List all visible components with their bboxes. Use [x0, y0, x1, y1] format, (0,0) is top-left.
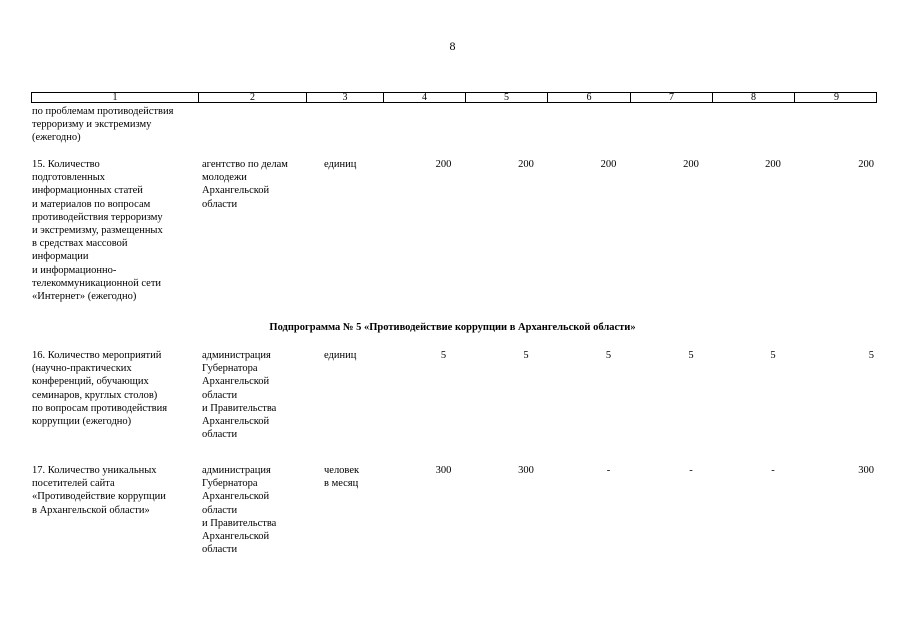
text-line: области	[202, 198, 238, 210]
text-line: в месяц	[324, 478, 359, 490]
header-cell: 5	[465, 93, 547, 102]
value-cell: -	[689, 465, 693, 476]
text-line: семинаров, круглых столов)	[32, 389, 158, 401]
indicator-cell	[32, 349, 198, 441]
header-cell: 8	[712, 93, 794, 102]
value-cell: 200	[518, 159, 534, 170]
text-line: телекоммуникационной сети	[32, 277, 162, 289]
text-line: противодействия терроризму	[32, 211, 163, 223]
text-line: информационных статей	[32, 185, 143, 197]
text-line: Архангельской	[202, 416, 270, 428]
text-line: Архангельской	[202, 185, 270, 197]
text-line: и информационно-	[32, 264, 117, 276]
header-cell: 6	[547, 93, 630, 102]
unit-cell	[320, 464, 402, 556]
page-number: 8	[449, 39, 456, 53]
value-cell: 200	[765, 159, 781, 170]
text-line: информации	[32, 251, 89, 263]
value-cell: 200	[600, 159, 617, 170]
text-line: Архангельской	[202, 491, 270, 503]
value-cell: 5	[605, 350, 612, 361]
text-line: человек	[324, 465, 360, 476]
value-cell: 5	[523, 350, 529, 361]
text-line: коррупции (ежегодно)	[32, 416, 132, 428]
indicator-cell	[32, 158, 198, 303]
header-cell: 1	[112, 92, 118, 103]
value-cell: -	[606, 465, 611, 476]
header-cell: 3	[306, 93, 383, 102]
continued-indicator-text	[32, 105, 200, 145]
text-line: и материалов по вопросам	[32, 198, 151, 210]
subprogram-heading: Подпрограмма № 5 «Противодействие коррупции в Архангельской области»	[269, 322, 636, 333]
header-cell: 9	[794, 93, 878, 102]
text-line: 16. Количество мероприятий	[32, 350, 162, 361]
text-line: области	[202, 504, 238, 516]
text-line: администрация	[202, 350, 271, 361]
text-line: в средствах массовой	[32, 238, 128, 250]
text-line: подготовленных	[32, 172, 106, 184]
value-cell: 5	[440, 350, 447, 361]
value-cell: 200	[435, 159, 452, 170]
text-line: «Противодействие коррупции	[32, 491, 166, 503]
text-line: (научно-практических	[32, 363, 132, 375]
value-cell: -	[771, 465, 775, 476]
value-cell: 5	[868, 350, 874, 361]
text-line: молодежи	[202, 172, 247, 184]
text-line: агентство по делам	[202, 159, 288, 170]
indicator-cell	[32, 464, 198, 556]
value-cell: 200	[858, 159, 874, 170]
text-line: в Архангельской области»	[32, 504, 150, 516]
header-cell: 2	[198, 93, 306, 102]
text-line: «Интернет» (ежегодно)	[32, 291, 137, 303]
text-line: Архангельской	[202, 376, 270, 388]
text-line: (ежегодно)	[32, 132, 81, 144]
text-line: и экстремизму, размещенных	[32, 225, 163, 237]
text-line: области	[202, 389, 238, 401]
value-cell: 300	[518, 465, 534, 476]
text-line: администрация	[202, 465, 271, 476]
table-header-row	[31, 92, 877, 103]
text-line: 17. Количество уникальных	[32, 465, 157, 476]
value-cell: 5	[688, 350, 694, 361]
text-line: Архангельской	[202, 531, 270, 543]
text-line: единиц	[324, 159, 357, 170]
text-line: конференций, обучающих	[32, 376, 149, 388]
text-line: Губернатора	[202, 363, 258, 375]
text-line: по вопросам противодействия	[32, 402, 168, 414]
table-row	[32, 349, 878, 441]
organization-cell	[198, 349, 320, 441]
text-line: посетителей сайта	[32, 478, 115, 490]
value-cell: 200	[683, 159, 699, 170]
text-line: области	[202, 544, 238, 556]
value-cell: 5	[770, 350, 776, 361]
header-cell: 7	[630, 93, 712, 102]
text-line: и Правительства	[202, 517, 277, 529]
value-cell: 300	[435, 465, 452, 476]
organization-cell	[198, 464, 320, 556]
text-line: единиц	[324, 350, 357, 361]
text-line: по проблемам противодействия	[32, 106, 174, 117]
table-row	[32, 464, 878, 556]
header-cell: 4	[383, 93, 465, 102]
text-line: области	[202, 429, 238, 441]
unit-cell	[320, 158, 402, 303]
text-line: 15. Количество	[32, 159, 100, 170]
text-line: терроризму и экстремизму	[32, 119, 152, 131]
text-line: и Правительства	[202, 402, 277, 414]
value-cell: 300	[858, 465, 874, 476]
organization-cell	[198, 158, 320, 303]
unit-cell	[320, 349, 402, 441]
text-line: Губернатора	[202, 478, 258, 490]
table-row	[32, 158, 878, 303]
